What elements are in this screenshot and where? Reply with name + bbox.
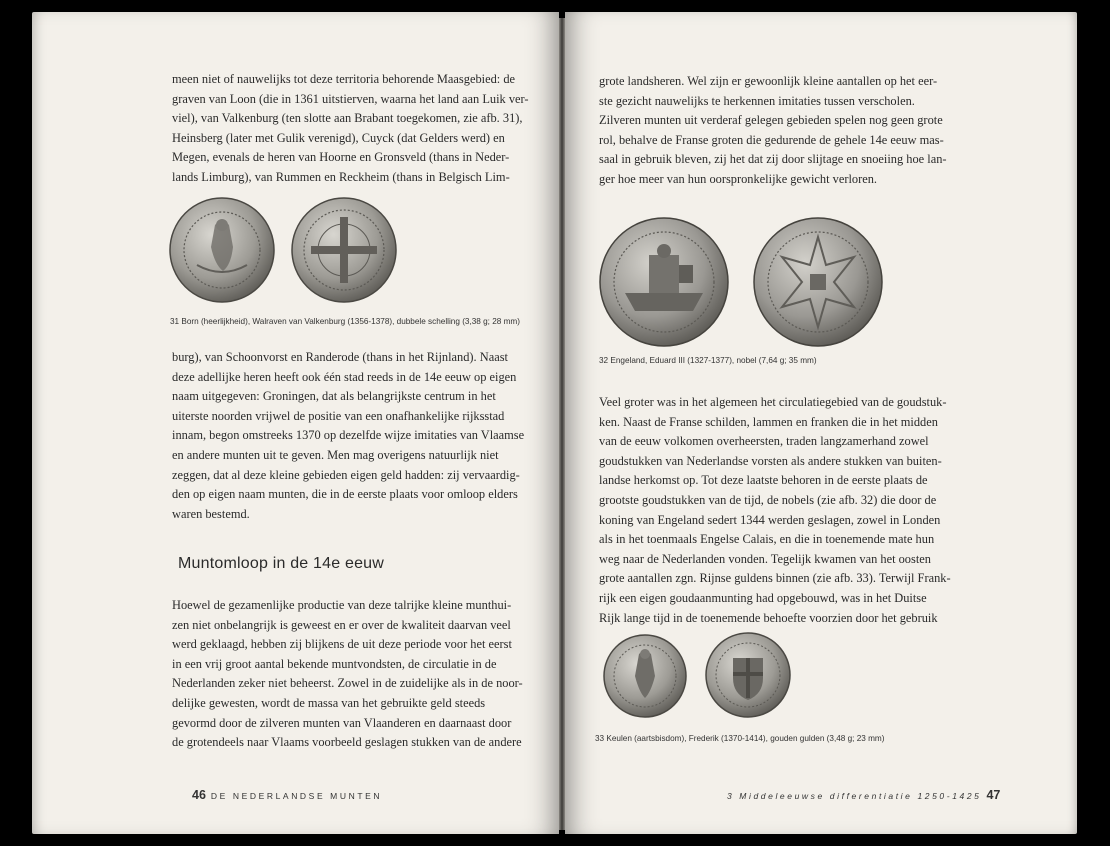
section-heading: Muntomloop in de 14e eeuw — [178, 555, 385, 572]
text-line: uiterste noorden vrijwel de positie van een onafhankelijke rijksstad — [172, 408, 505, 423]
text-line: burg), van Schoonvorst en Randerode (thans in het Rijnland). Naast — [172, 350, 508, 364]
coin-31-reverse-image — [289, 195, 399, 305]
text-line: van de eeuw volkomen overheersten, traden langzamerhand zowel — [599, 434, 929, 449]
right-running-title: 3 Middeleeuwse differentiatie 1250-1425 — [727, 791, 982, 801]
text-line: en andere munten uit te geven. Men mag overigens natuurlijk niet — [172, 447, 499, 462]
coin-33-obverse-image — [601, 632, 689, 720]
text-line: gevormd door de zilveren munten van Vlaanderen en daarnaast door — [172, 715, 512, 730]
text-line: delijke gewesten, wordt de massa van het gebruikte geld steeds — [172, 695, 486, 710]
text-line: grote landsheren. Wel zijn er gewoonlijk kleine aantallen op het eer- — [599, 74, 938, 88]
figure-31-caption: 31 Born (heerlijkheid), Walraven van Valkenburg (1356-1378), dubbele schelling (3,38 g; 28 mm) — [170, 317, 520, 326]
figure-33-caption: 33 Keulen (aartsbisdom), Frederik (1370-1414), gouden gulden (3,48 g; 23 mm) — [595, 734, 885, 743]
left-paragraph-1 — [172, 70, 529, 188]
coin-32-obverse-image — [597, 215, 731, 349]
coin-32-reverse-image — [751, 215, 885, 349]
text-line: Hoewel de gezamenlijke productie van deze talrijke kleine munthui- — [172, 598, 512, 612]
text-line: lands Limburg), van Rummen en Reckheim (thans in Belgisch Lim- — [172, 169, 510, 184]
text-line: Heinsberg (later met Gulik verenigd), Cuyck (dat Gelders werd) en — [172, 130, 505, 145]
text-line: Megen, evenals de heren van Hoorne en Gronsveld (thans in Neder- — [172, 150, 510, 165]
left-page-number: 46 — [192, 788, 206, 802]
text-line: viel), van Valkenburg (ten slotte aan Brabant toegekomen, zie afb. 31), — [172, 111, 523, 126]
left-paragraph-3 — [172, 596, 523, 753]
text-line: rijk een eigen goudaanmunting had opgebouwd, was in het Duitse — [599, 590, 927, 605]
text-line: weg naar de Nederlanden vonden. Tegelijk kwamen van het oosten — [599, 551, 931, 566]
text-line: saal in gebruik bleven, zij het dat zij door slijtage en snoeiing hoe lan- — [599, 152, 947, 167]
text-line: ger hoe meer van hun oorspronkelijke gewicht verloren. — [599, 171, 878, 186]
text-line: innam, begon omstreeks 1370 op dezelfde wijze imitaties van Vlaamse — [172, 428, 525, 443]
figure-32-caption: 32 Engeland, Eduard III (1327-1377), nobel (7,64 g; 35 mm) — [599, 356, 817, 365]
text-line: Zilveren munten uit verderaf gelegen gebieden spelen nog geen grote — [599, 113, 943, 128]
text-line: grootste goudstukken van de tijd, de nobels (zie afb. 32) die door de — [599, 492, 937, 507]
left-folio — [192, 788, 382, 802]
text-line: Rijk lange tijd in de toenemende behoefte voorzien door het gebruik — [599, 610, 938, 625]
text-line: meen niet of nauwelijks tot deze territoria behorende Maasgebied: de — [172, 72, 516, 86]
text-line: Veel groter was in het algemeen het circulatiegebied van de goudstuk- — [599, 395, 947, 409]
text-line: rol, behalve de Franse groten die gedurende de gehele 14e eeuw mas- — [599, 132, 944, 147]
text-line: in een vrij groot aantal bekende muntvondsten, de circulatie in de — [172, 656, 497, 671]
right-paragraph-2 — [599, 393, 951, 628]
text-line: werd geklaagd, hebben zij blijkens de uit deze periode voor het eerst — [172, 637, 512, 652]
right-paragraph-1 — [599, 72, 947, 190]
text-line: koning van Engeland sedert 1344 werden geslagen, zowel in Londen — [599, 512, 941, 527]
text-line: als in het toenmaals Engelse Calais, en die in toenemende mate hun — [599, 532, 935, 547]
text-line: zen niet onbelangrijk is geweest en er over de kwaliteit daarvan veel — [172, 617, 511, 632]
text-line: ste gezicht nauwelijks te herkennen imitaties tussen verscholen. — [599, 93, 915, 108]
right-folio — [727, 788, 1000, 802]
text-line: graven van Loon (die in 1361 uitstierven, waarna het land aan Luik ver- — [172, 91, 529, 106]
text-line: naam uitgegeven: Groningen, dat als belangrijkste centrum in het — [172, 389, 496, 404]
text-line: landse herkomst op. Tot deze laatste behoren in de eerste plaats de — [599, 473, 928, 488]
text-line: Nederlanden zeker niet beheerst. Zowel in de zuidelijke als in de noor- — [172, 676, 523, 691]
left-running-title: DE NEDERLANDSE MUNTEN — [210, 791, 383, 801]
text-line: grote aantallen zgn. Rijnse guldens binnen (zie afb. 33). Terwijl Frank- — [599, 571, 951, 586]
text-line: zeggen, dat al deze kleine gebieden eigen geld hadden: zij vervaardig- — [172, 467, 520, 482]
coin-33-reverse-image — [703, 630, 793, 720]
text-line: deze adellijke heren heeft ook één stad reeds in de 14e eeuw op eigen — [172, 369, 517, 384]
left-paragraph-2 — [172, 348, 524, 524]
right-page — [565, 12, 1077, 834]
left-page — [32, 12, 559, 834]
text-line: waren bestemd. — [172, 506, 250, 521]
text-line: goudstukken van Nederlandse vorsten als andere stukken van buiten- — [599, 453, 942, 468]
right-page-number: 47 — [986, 788, 1001, 802]
text-line: ken. Naast de Franse schilden, lammen en franken die in het midden — [599, 414, 938, 429]
text-line: de grotendeels naar Vlaams voorbeeld geslagen stukken van de andere — [172, 735, 522, 750]
coin-31-obverse-image — [167, 195, 277, 305]
text-line: den op eigen naam munten, die in de eerste plaats voor omloop elders — [172, 487, 518, 502]
